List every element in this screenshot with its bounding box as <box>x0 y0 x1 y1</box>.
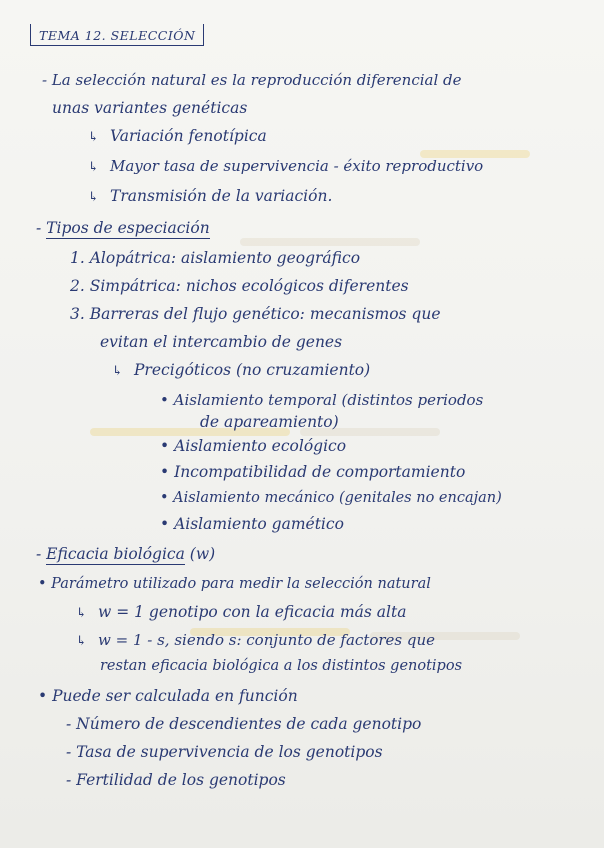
text-line: ↳ w = 1 - s, siendo s: conjunto de factores que <box>76 630 435 652</box>
arrow-icon: ↳ <box>112 364 123 379</box>
section-heading: - Tipos de especiación <box>36 219 210 237</box>
text-line: • Puede ser calculada en función <box>38 687 298 705</box>
text-line: unas variantes genéticas <box>52 99 248 117</box>
list-item: - Tasa de supervivencia de los genotipos <box>66 743 383 761</box>
text-line: 2. Simpátrica: nichos ecológicos diferentes <box>70 277 409 295</box>
list-item: • Aislamiento ecológico <box>160 437 347 455</box>
list-item: • Aislamiento gamético <box>160 515 344 533</box>
text-line: ↳ w = 1 genotipo con la eficacia más alta <box>76 602 406 624</box>
text-line: restan eficacia biológica a los distintos genotipos <box>100 658 463 674</box>
list-item: • Aislamiento mecánico (genitales no encajan) <box>160 490 502 506</box>
text-line: ↳ Precigóticos (no cruzamiento) <box>112 360 370 382</box>
arrow-icon: ↳ <box>88 190 99 205</box>
text-line: 1. Alopátrica: aislamiento geográfico <box>70 249 361 267</box>
bleed-through-mark <box>240 238 420 246</box>
text-line: evitan el intercambio de genes <box>100 333 343 351</box>
section-heading: - Eficacia biológica (w) <box>36 545 216 563</box>
list-item: • Incompatibilidad de comportamiento <box>160 463 466 481</box>
list-item: - Fertilidad de los genotipos <box>66 771 286 789</box>
arrow-icon: ↳ <box>76 606 87 621</box>
text-line: • Parámetro utilizado para medir la selección natural <box>38 576 431 592</box>
list-item: • Aislamiento temporal (distintos periodos <box>160 391 484 409</box>
text-line: ↳ Variación fenotípica <box>88 126 267 148</box>
arrow-icon: ↳ <box>76 634 87 649</box>
arrow-icon: ↳ <box>88 130 99 145</box>
text-line: - La selección natural es la reproducción diferencial de <box>42 71 462 89</box>
page-title: TEMA 12. SELECCIÓN <box>30 24 204 46</box>
text-line: ↳ Transmisión de la variación. <box>88 186 332 208</box>
text-line: 3. Barreras del flujo genético: mecanismos que <box>70 305 441 323</box>
arrow-icon: ↳ <box>88 160 99 175</box>
list-item: de apareamiento) <box>200 413 339 431</box>
text-line: ↳ Mayor tasa de supervivencia - éxito reproductivo <box>88 156 483 178</box>
list-item: - Número de descendientes de cada genotipo <box>66 715 422 733</box>
